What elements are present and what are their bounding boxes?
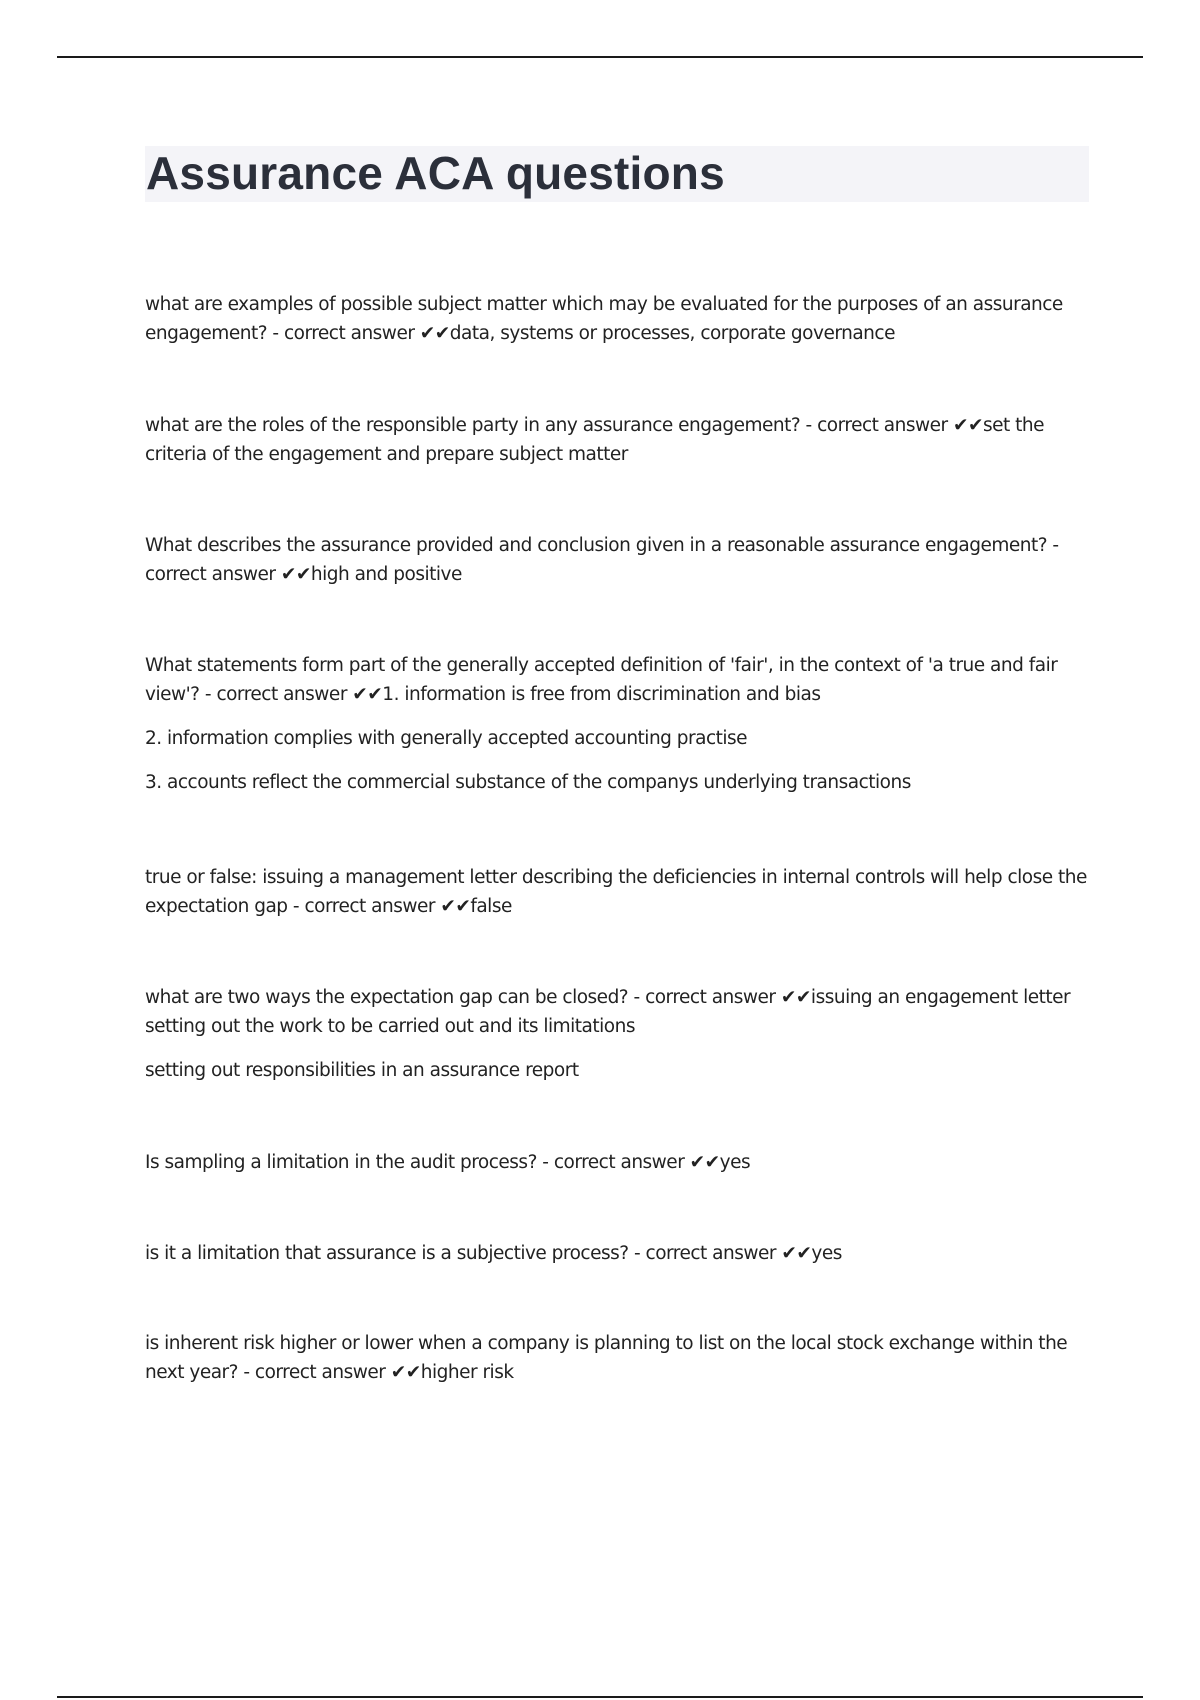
qa-item (145, 983, 1095, 1085)
qa-item (145, 1148, 1095, 1177)
qa-text: What describes the assurance provided and conclusion given in a reasonable assurance engagement? - correct answer ✔✔high and positive (145, 535, 1059, 585)
qa-text: is it a limitation that assurance is a subjective process? - correct answer ✔✔yes (145, 1243, 842, 1264)
qa-item (145, 531, 1095, 589)
page-title: Assurance ACA questions (146, 147, 725, 199)
qa-text: what are the roles of the responsible party in any assurance engagement? - correct answer ✔✔set the criteria of the engagement and prepare subject matter (145, 415, 1044, 465)
qa-text: What statements form part of the generally accepted definition of 'fair', in the context of 'a true and fair view'? - correct answer ✔✔1. information is free from discrimination and bias (145, 655, 1058, 705)
bottom-divider (57, 1696, 1143, 1698)
qa-text: Is sampling a limitation in the audit process? - correct answer ✔✔yes (145, 1152, 751, 1173)
qa-item (145, 651, 1095, 797)
qa-text: what are examples of possible subject matter which may be evaluated for the purposes of an assurance engagement? - correct answer ✔✔data, systems or processes, corporate governance (145, 294, 1063, 344)
top-divider (57, 56, 1143, 58)
qa-item (145, 1329, 1095, 1387)
qa-answer-line: setting out responsibilities in an assurance report (145, 1060, 579, 1081)
qa-item (145, 411, 1095, 469)
qa-item (145, 1239, 1095, 1268)
qa-answer-line: 3. accounts reflect the commercial substance of the companys underlying transactions (145, 772, 911, 793)
qa-answer-line: 2. information complies with generally accepted accounting practise (145, 728, 748, 749)
qa-item (145, 863, 1095, 921)
qa-text: what are two ways the expectation gap can be closed? - correct answer ✔✔issuing an engagement letter setting out the work to be carried out and its limitations (145, 987, 1071, 1037)
qa-item (145, 290, 1095, 348)
qa-text: is inherent risk higher or lower when a company is planning to list on the local stock exchange within the next year? - correct answer ✔✔higher risk (145, 1333, 1068, 1383)
qa-text: true or false: issuing a management letter describing the deficiencies in internal controls will help close the expectation gap - correct answer ✔✔false (145, 867, 1087, 917)
